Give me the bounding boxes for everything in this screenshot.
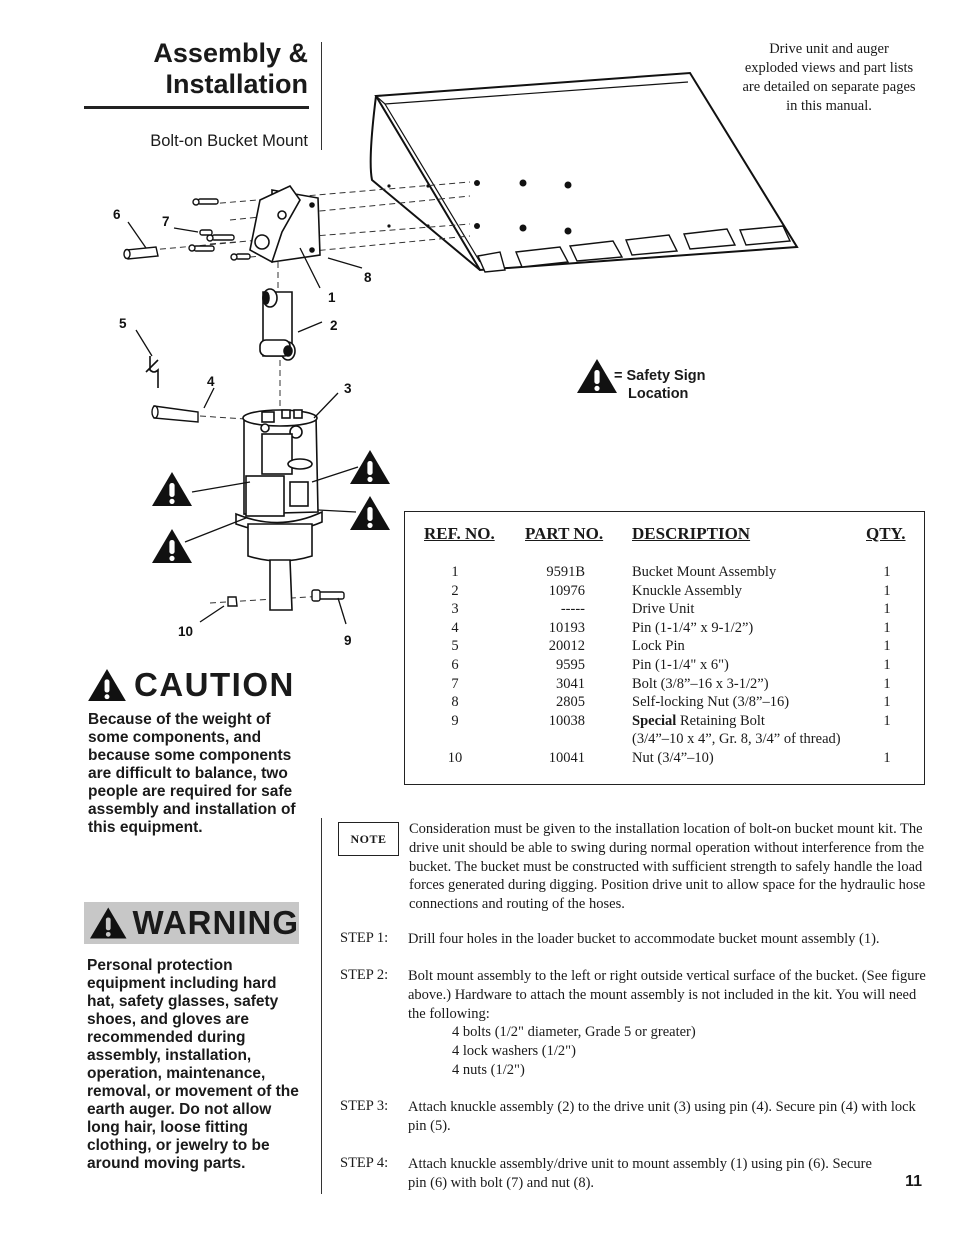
list-item: 4 nuts (1/2") [452, 1061, 525, 1078]
part-qty-cell: 1 [883, 712, 891, 729]
part-number-cell: 9591B [546, 564, 585, 580]
lock-pin-drawing [146, 356, 158, 388]
drive-unit-drawing [236, 410, 322, 610]
note-label: NOTE [350, 831, 387, 846]
part-description-cell [632, 582, 872, 600]
step-1-label: STEP 1: [340, 930, 389, 946]
warning-label: WARNING [132, 904, 299, 941]
part-ref-cell: 9 [451, 712, 459, 729]
part-description-line-2: (3/4”–10 x 4”, Gr. 8, 3/4” of thread) [632, 730, 841, 747]
part-description-cell [632, 693, 872, 711]
part-number-cell: 10193 [548, 619, 585, 636]
bucket-drawing [371, 73, 797, 272]
part-ref-cell: 10 [447, 750, 463, 766]
knuckle-drawing [260, 289, 295, 360]
title-line-1: Assembly & [153, 38, 308, 68]
part-ref-cell: 2 [451, 582, 459, 599]
safety-sign-legend [614, 367, 705, 403]
part-description-text: Self-locking Nut (3/8”–16) [632, 694, 790, 711]
callout-6: 6 [113, 207, 121, 222]
column-divider [321, 818, 322, 1194]
part-number-cell: 10976 [548, 582, 585, 599]
part-description-text: Lock Pin [632, 638, 685, 655]
part-number-cell: 10038 [548, 712, 585, 729]
list-item: 4 bolts (1/2" diameter, Grade 5 or greater) [452, 1024, 696, 1041]
part-ref-cell: 8 [451, 694, 459, 711]
part-ref-cell: 5 [451, 638, 459, 655]
part-qty-cell: 1 [883, 638, 891, 655]
caution-text: Because of the weight of some components, and because some components are difficult to balance, two people are required for safe assembly and installation of this equipment. [88, 711, 296, 836]
col-header-part: PART NO. [525, 524, 604, 543]
part-number-cell: 3041 [556, 675, 585, 692]
list-item: 4 lock washers (1/2") [452, 1043, 576, 1060]
part-qty-cell: 1 [883, 750, 891, 766]
part-description-cell [632, 656, 872, 674]
part-ref-cell: 3 [451, 601, 459, 618]
note-icon [338, 822, 399, 856]
nut-drawing [228, 597, 237, 606]
note-text: Consideration must be given to the installation location of bolt-on bucket mount kit. The drive unit should be able to swing during normal operation without interference from the bucket. The bucket must be constructed with sufficient strength to safely handle the load forces generated during digging. Position drive unit to allow space for the hydraulic hose connections and routing of the hoses. [409, 821, 926, 913]
part-description-text: Pin (1-1/4" x 6") [632, 657, 729, 673]
part-number-cell: 9595 [556, 657, 585, 673]
col-header-ref: REF. NO. [424, 524, 495, 543]
part-number-cell: 2805 [556, 694, 585, 711]
callout-10: 10 [178, 624, 194, 639]
pin-4-drawing [152, 406, 198, 422]
part-description-cell [632, 619, 872, 637]
part-number-cell: 10041 [548, 750, 585, 766]
warning-heading [84, 902, 299, 944]
part-qty-cell: 1 [883, 694, 891, 711]
step-3-text: Attach knuckle assembly (2) to the drive unit (3) using pin (4). Secure pin (4) with lock pin (5). [408, 1099, 916, 1134]
part-description-cell [632, 675, 872, 693]
section-subtitle: Bolt-on Bucket Mount [150, 132, 308, 150]
callout-4: 4 [207, 374, 215, 389]
step-4-text: Attach knuckle assembly/drive unit to mount assembly (1) using pin (6). Secure pin (6) with bolt (7) and nut (8). [408, 1156, 872, 1191]
step-2-label: STEP 2: [340, 967, 389, 983]
part-description-cell [632, 563, 872, 581]
callout-8: 8 [364, 270, 372, 285]
callout-1: 1 [328, 290, 336, 305]
warning-text: Personal protection equipment including hard hat, safety glasses, safety shoes, and gloves are recommended during assembly, installation, operation, maintenance, removal, or movement of the earth auger. Do not allow long hair, loose fitting clothing, or jewelry to be around moving parts. [87, 957, 299, 1172]
side-note-line: Drive unit and auger [769, 41, 889, 57]
safety-legend-line-1: = Safety Sign [614, 368, 706, 384]
part-qty-cell: 1 [883, 582, 891, 599]
warning-triangle-icon [90, 906, 127, 940]
side-note-line: are detailed on separate pages [742, 79, 916, 95]
part-description-text: Bucket Mount Assembly [632, 564, 777, 580]
part-ref-cell: 1 [451, 564, 459, 580]
side-note-line: in this manual. [786, 98, 872, 114]
part-description-text: Retaining Bolt [676, 712, 765, 729]
part-description-cell [632, 712, 872, 748]
step-2-block [408, 967, 928, 1080]
retaining-bolt-drawing [312, 590, 344, 601]
part-qty-cell: 1 [883, 564, 891, 580]
step-4-label: STEP 4: [340, 1155, 389, 1171]
part-qty-cell: 1 [883, 619, 891, 636]
warning-triangle-icon [88, 668, 126, 702]
callout-7: 7 [162, 214, 170, 229]
part-qty-cell: 1 [883, 657, 891, 673]
title-line-2: Installation [165, 69, 308, 99]
callout-2: 2 [330, 318, 338, 333]
part-description-text: Knuckle Assembly [632, 582, 742, 599]
callout-5: 5 [119, 316, 127, 331]
step-3-label: STEP 3: [340, 1098, 389, 1114]
part-description-text: Bolt (3/8”–16 x 3-1/2”) [632, 675, 769, 692]
caution-label: CAUTION [134, 666, 295, 703]
callout-3: 3 [344, 381, 352, 396]
safety-legend-line-2: Location [628, 386, 689, 402]
part-description-cell [632, 637, 872, 655]
part-description-text: Nut (3/4”–10) [632, 750, 714, 766]
part-description-cell [632, 600, 872, 618]
part-description-text: Pin (1-1/4” x 9-1/2”) [632, 619, 754, 636]
step-2-text: Bolt mount assembly to the left or right outside vertical surface of the bucket. (See figure above.) Hardware to attach the mount assembly is not included in the kit. You will need the following: [408, 968, 926, 1022]
page-number: 11 [905, 1173, 922, 1190]
part-qty-cell: 1 [883, 675, 891, 692]
part-number-cell: ----- [560, 601, 585, 618]
part-ref-cell: 6 [451, 657, 459, 673]
part-qty-cell: 1 [883, 601, 891, 618]
col-header-desc: DESCRIPTION [632, 524, 751, 543]
part-description-cell [632, 749, 872, 767]
caution-heading [88, 665, 295, 705]
part-ref-cell: 7 [451, 675, 459, 692]
col-header-qty: QTY. [866, 524, 906, 543]
part-description-text: Drive Unit [632, 601, 695, 618]
step-1-text: Drill four holes in the loader bucket to accommodate bucket mount assembly (1). [408, 931, 880, 947]
part-description-emphasis: Special [632, 712, 677, 729]
mount-assembly-drawing [250, 186, 320, 262]
pin-6-drawing [124, 247, 158, 259]
part-number-cell: 20012 [548, 638, 585, 655]
side-note-line: exploded views and part lists [744, 60, 914, 76]
callout-9: 9 [344, 633, 352, 648]
part-ref-cell: 4 [451, 619, 459, 636]
